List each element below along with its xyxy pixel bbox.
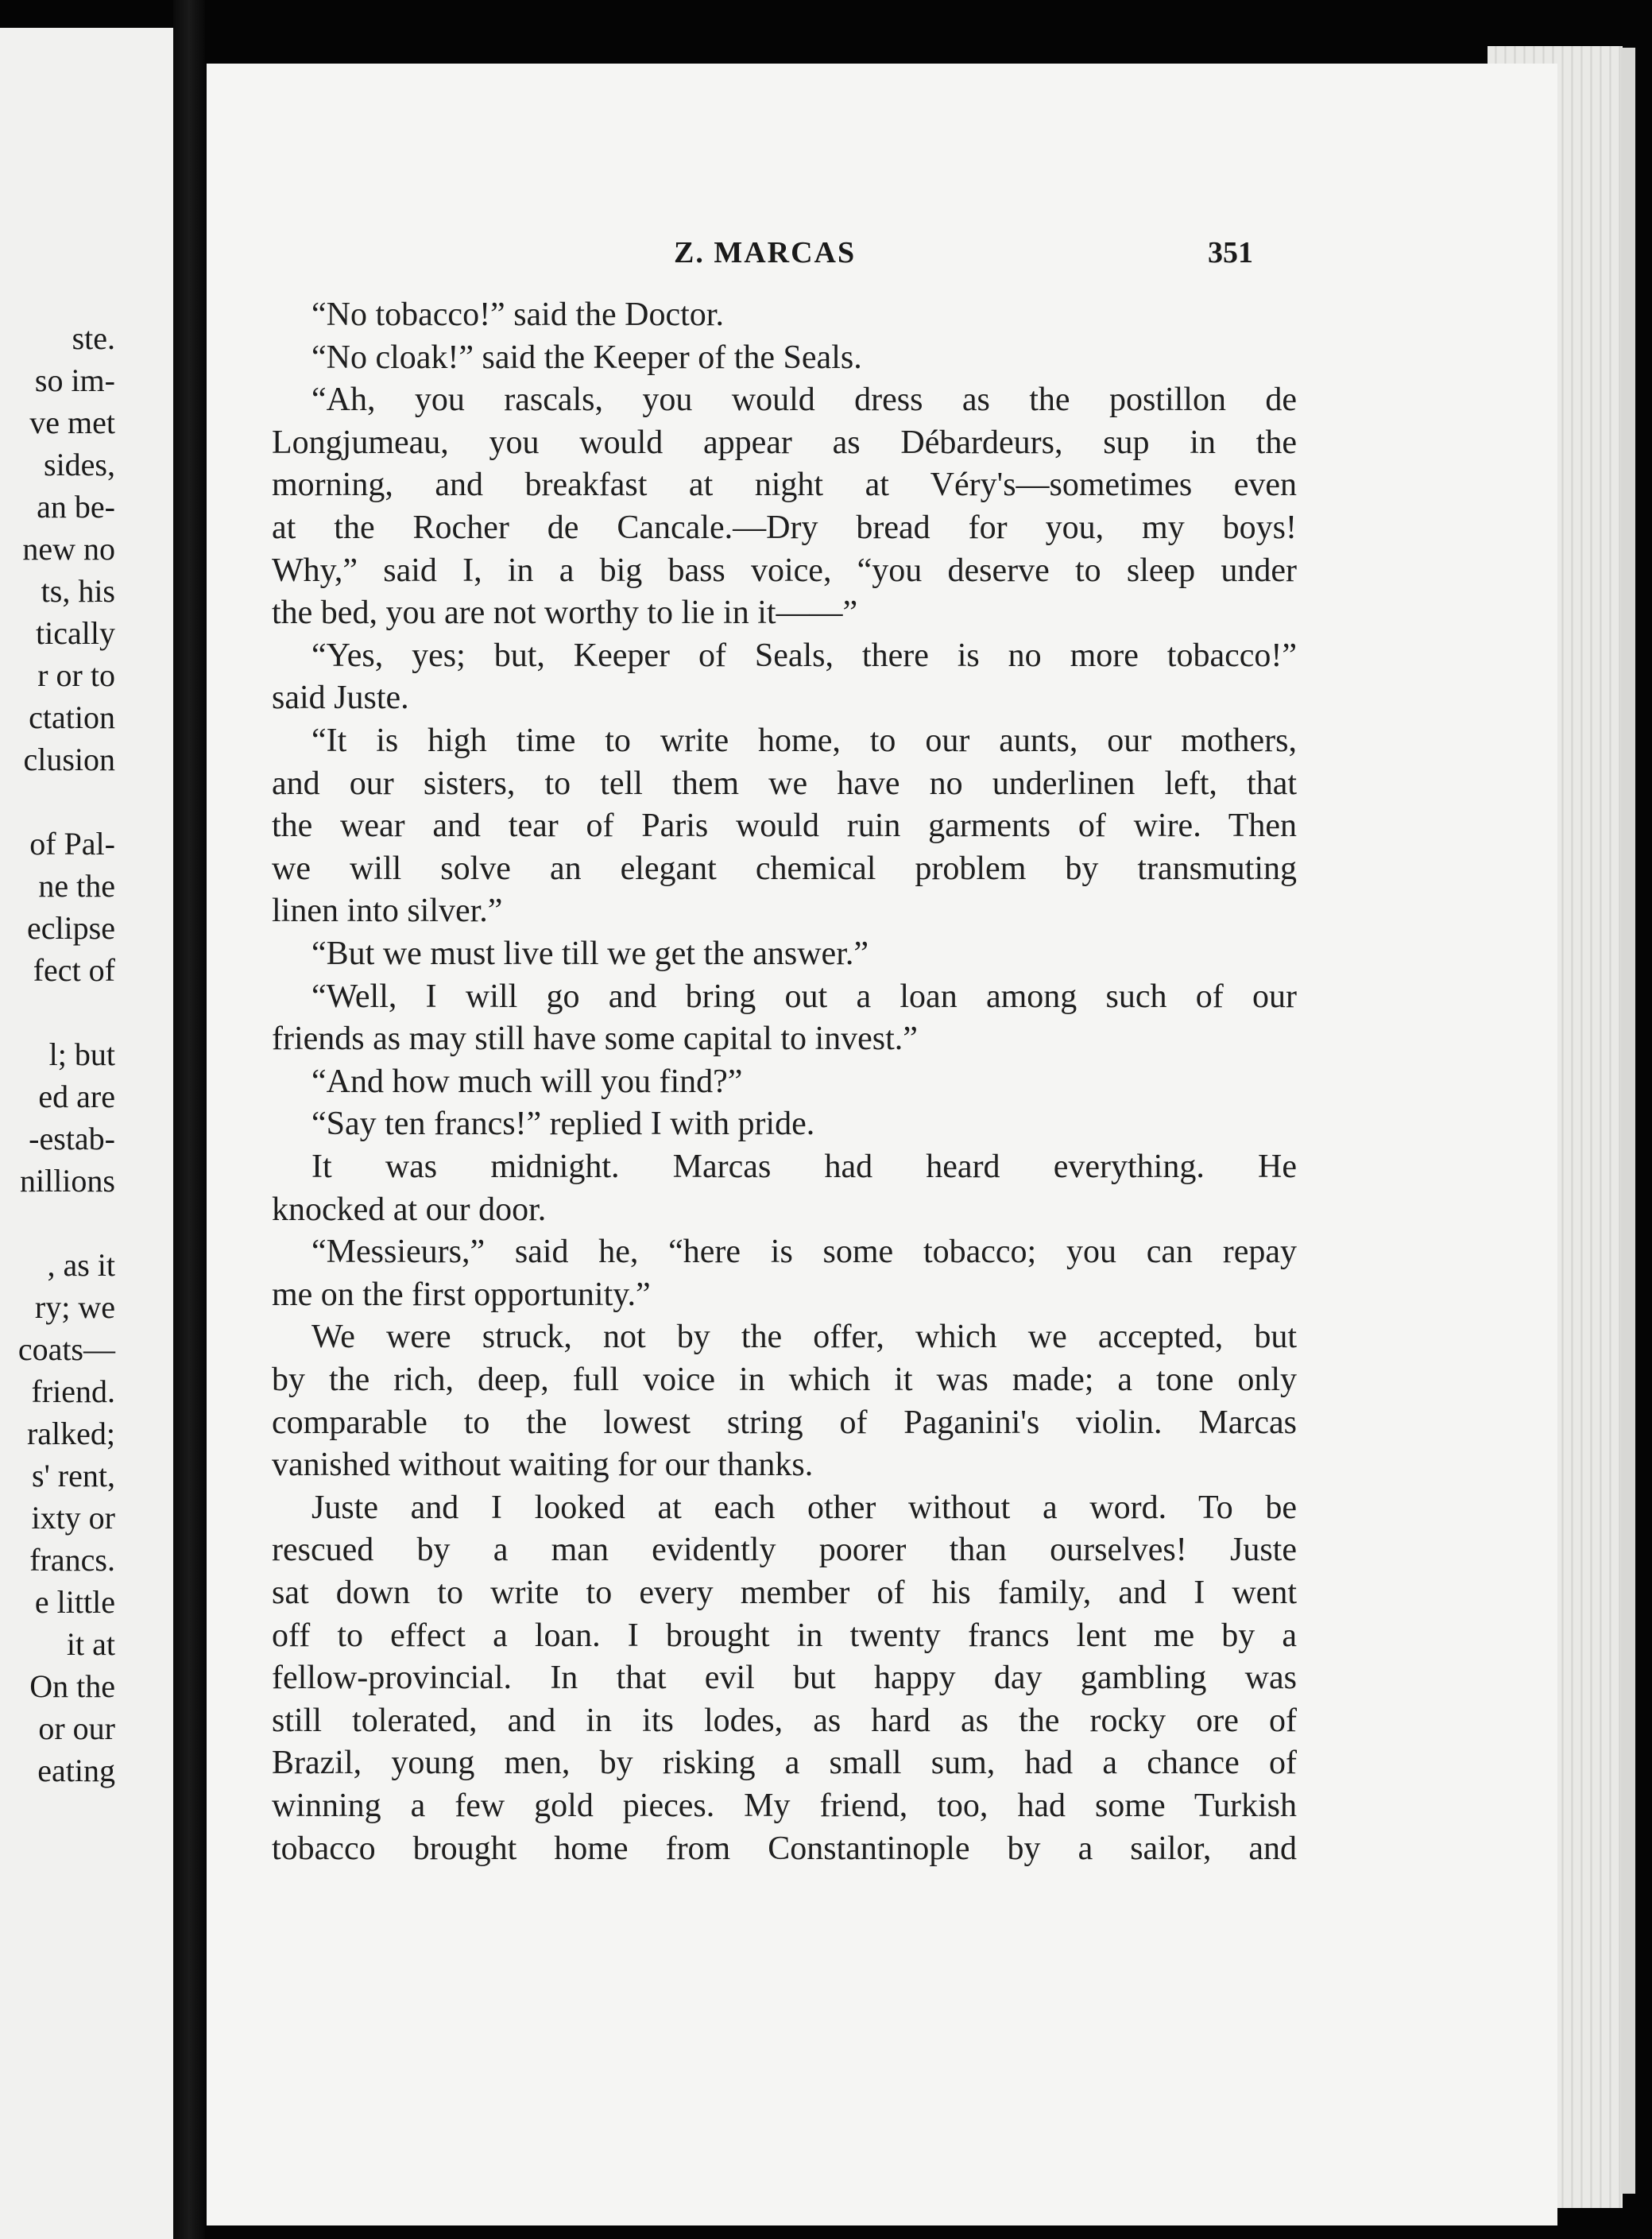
page-number: 351 — [1208, 236, 1253, 269]
text-line: we will solve an elegant chemical problem by transmuting — [272, 850, 1297, 887]
left-page-line: nillions — [19, 1163, 115, 1199]
text-line: “It is high time to write home, to our aunts, our mothers, — [311, 722, 1297, 759]
text-line: rescued by a man evidently poorer than ourselves! Juste — [272, 1532, 1297, 1569]
running-head: Z. MARCAS — [674, 236, 857, 269]
text-line: Juste and I looked at each other without a word. To be — [311, 1489, 1297, 1526]
left-page-line: clusion — [23, 742, 115, 777]
text-line: friends as may still have some capital to invest.” — [272, 1021, 918, 1058]
left-page-line: l; but — [48, 1036, 115, 1072]
left-page-line: e little — [34, 1584, 115, 1620]
book-page — [207, 64, 1557, 2225]
left-page-line: it at — [66, 1626, 115, 1662]
left-page-line: eclipse — [26, 910, 115, 946]
left-page-line: ralked; — [26, 1416, 115, 1451]
left-page-line: tically — [36, 615, 115, 651]
left-page-line: r or to — [37, 657, 115, 693]
text-line: knocked at our door. — [272, 1191, 547, 1228]
left-page-line: ve met — [29, 405, 115, 440]
left-page-line: ste. — [72, 320, 115, 356]
left-page-line: new no — [22, 531, 115, 567]
left-page-line: sides, — [44, 447, 115, 482]
left-page-line: ed are — [38, 1079, 115, 1114]
text-line: “Yes, yes; but, Keeper of Seals, there is no more tobacco!” — [311, 637, 1297, 674]
left-page-line: coats— — [17, 1331, 115, 1367]
text-line: by the rich, deep, full voice in which it was made; a tone only — [272, 1362, 1297, 1398]
text-line: “Messieurs,” said he, “here is some tobacco; you can repay — [311, 1234, 1297, 1271]
left-page-line: ctation — [29, 699, 115, 735]
text-line: said Juste. — [272, 680, 409, 717]
text-line: linen into silver.” — [272, 893, 503, 930]
left-page-line: ne the — [38, 868, 115, 904]
text-line: “No tobacco!” said the Doctor. — [311, 296, 724, 333]
text-line: the bed, you are not worthy to lie in it——” — [272, 595, 858, 632]
text-line: “Well, I will go and bring out a loan among such of our — [311, 978, 1297, 1015]
text-line: the wear and tear of Paris would ruin garments of wire. Then — [272, 808, 1297, 845]
text-line: still tolerated, and in its lodes, as hard as the rocky ore of — [272, 1702, 1297, 1739]
text-line: at the Rocher de Cancale.—Dry bread for you, my boys! — [272, 509, 1297, 546]
left-page-line: francs. — [29, 1542, 115, 1578]
book-gutter — [173, 0, 205, 2239]
left-page-line: fect of — [33, 952, 115, 988]
left-page-line: ts, his — [41, 573, 115, 609]
text-line: “Ah, you rascals, you would dress as the postillon de — [311, 382, 1297, 419]
text-line: fellow-provincial. In that evil but happy day gambling was — [272, 1660, 1297, 1697]
text-line: “Say ten francs!” replied I with pride. — [311, 1106, 815, 1143]
left-page-line: an be- — [37, 489, 115, 525]
left-page-line: s' rent, — [32, 1458, 115, 1493]
left-page-line: of Pal- — [29, 826, 115, 862]
left-page-line: friend. — [31, 1373, 115, 1409]
left-page-line: , as it — [47, 1247, 115, 1283]
left-page-line: ry; we — [34, 1289, 115, 1325]
left-page-line: ixty or — [31, 1500, 115, 1536]
text-line: We were struck, not by the offer, which we accepted, but — [311, 1319, 1297, 1356]
left-page-line: eating — [37, 1753, 115, 1788]
left-page-line: so im- — [34, 362, 115, 398]
left-page-line: or our — [38, 1710, 115, 1746]
text-line: vanished without waiting for our thanks. — [272, 1447, 814, 1484]
text-line: comparable to the lowest string of Paganini's violin. Marcas — [272, 1404, 1297, 1441]
text-line: tobacco brought home from Constantinople by a sailor, and — [272, 1830, 1297, 1867]
text-line: Brazil, young men, by risking a small sum, had a chance of — [272, 1745, 1297, 1782]
text-line: “But we must live till we get the answer.” — [311, 935, 869, 972]
text-line: morning, and breakfast at night at Véry's—sometimes even — [272, 467, 1297, 504]
text-line: “No cloak!” said the Keeper of the Seals. — [311, 339, 862, 376]
left-page-line: -estab- — [29, 1121, 115, 1156]
text-line: off to effect a loan. I brought in twenty francs lent me by a — [272, 1617, 1297, 1654]
text-line: It was midnight. Marcas had heard everything. He — [311, 1149, 1297, 1185]
left-page-line: On the — [29, 1668, 115, 1704]
text-line: sat down to write to every member of his family, and I went — [272, 1575, 1297, 1611]
text-line: Longjumeau, you would appear as Débardeurs, sup in the — [272, 424, 1297, 461]
text-line: “And how much will you find?” — [311, 1063, 743, 1100]
page-edge-rim — [1621, 48, 1635, 2194]
text-line: winning a few gold pieces. My friend, too, had some Turkish — [272, 1788, 1297, 1824]
left-facing-page — [0, 28, 173, 2239]
text-line: Why,” said I, in a big bass voice, “you deserve to sleep under — [272, 552, 1297, 589]
text-line: me on the first opportunity.” — [272, 1276, 651, 1313]
text-line: and our sisters, to tell them we have no underlinen left, that — [272, 765, 1297, 802]
